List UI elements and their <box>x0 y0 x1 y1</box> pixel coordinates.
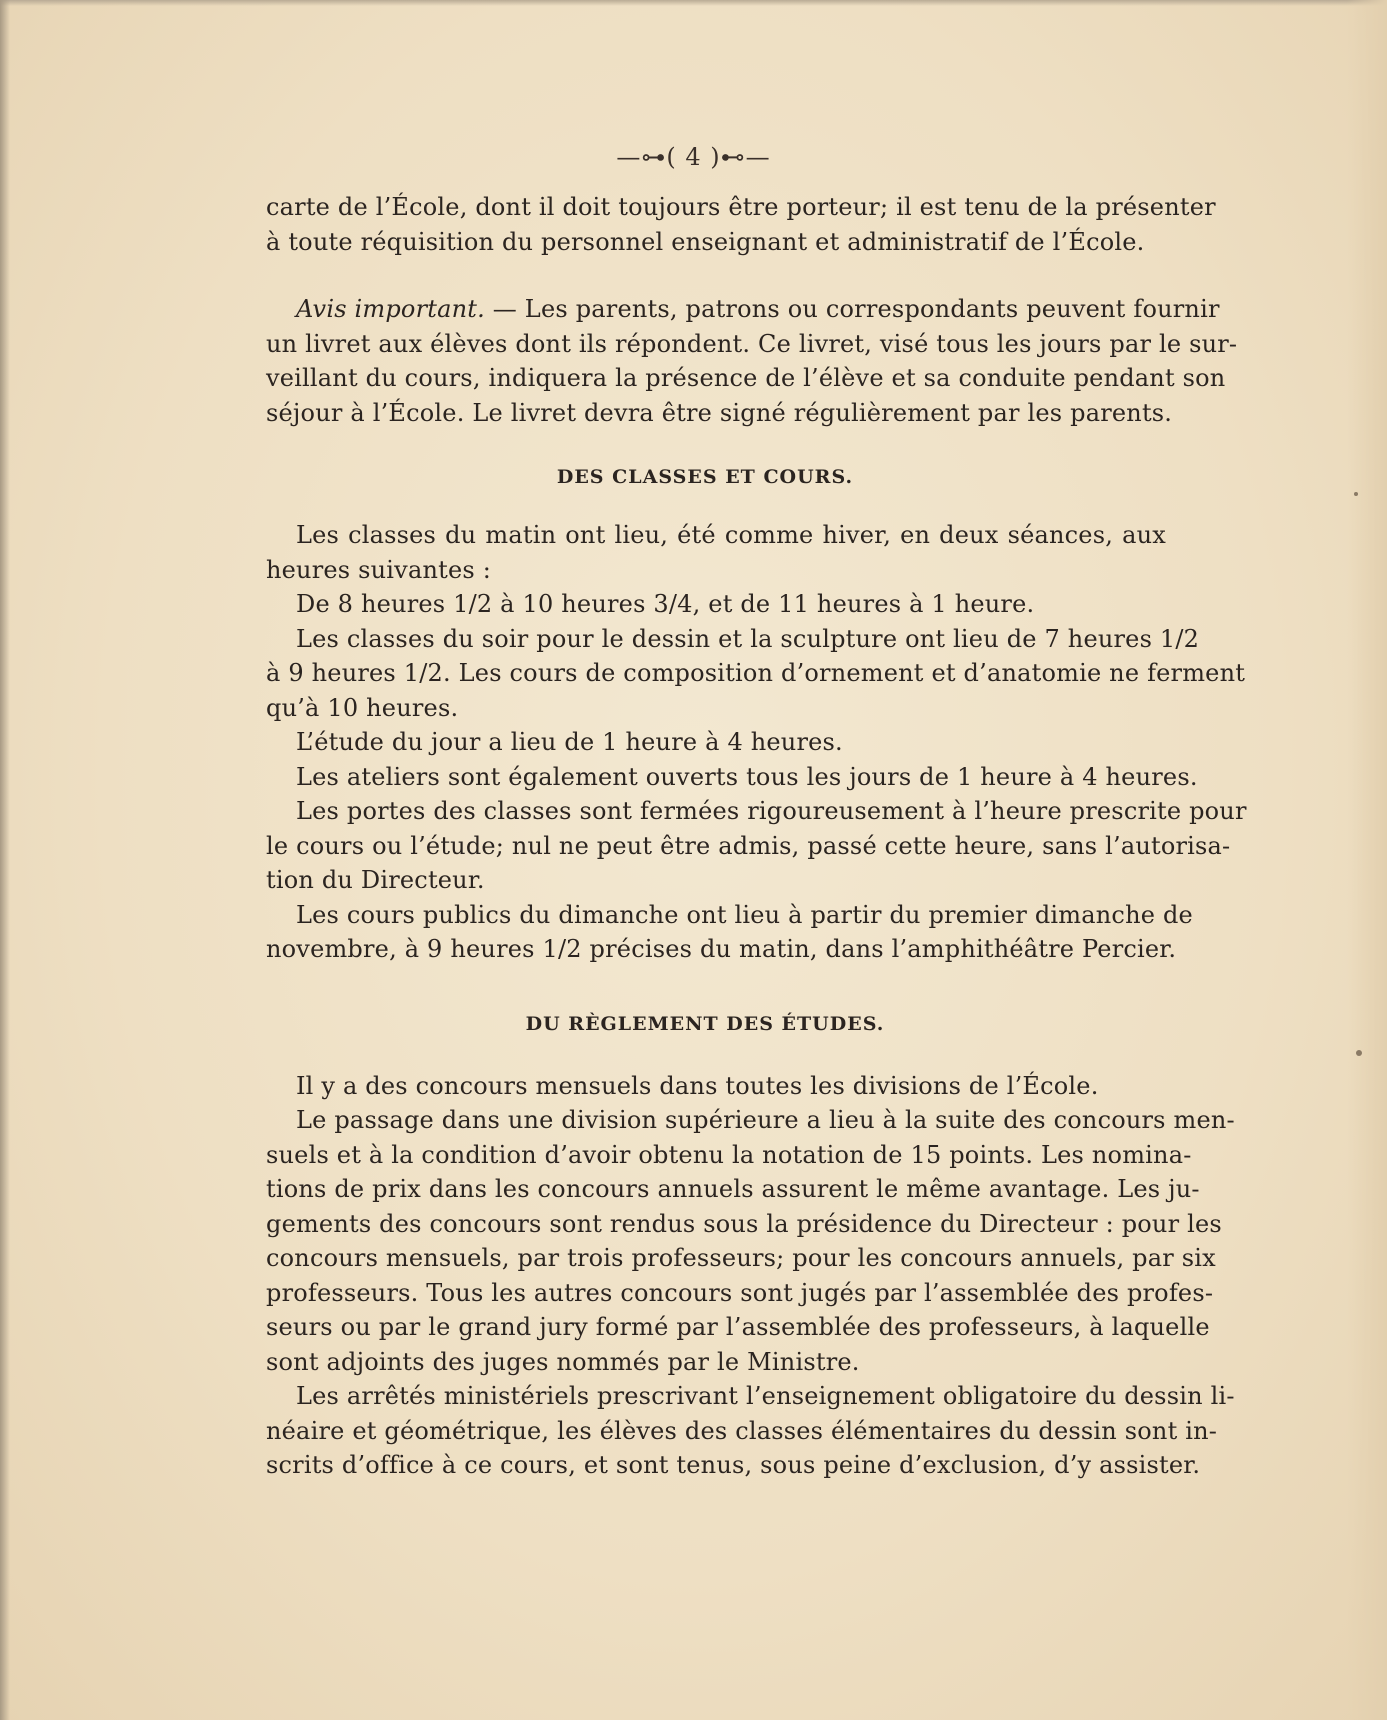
text-line: gements des concours sont rendus sous la présidence du Directeur : pour les <box>266 1209 1222 1238</box>
text-line: Le passage dans une division supérieure a lieu à la suite des concours men- <box>296 1106 1235 1134</box>
text-line: un livret aux élèves dont ils répondent. Ce livret, visé tous les jours par le sur- <box>266 329 1238 358</box>
body-text <box>266 190 1247 1483</box>
text-line: Les classes du matin ont lieu, été comme hiver, en deux séances, aux <box>296 521 1166 549</box>
text-line: qu’à 10 heures. <box>266 693 459 722</box>
text-line: Les portes des classes sont fermées rigoureusement à l’heure prescrite pour <box>296 797 1247 825</box>
text-line: L’étude du jour a lieu de 1 heure à 4 heures. <box>296 728 843 756</box>
text-line: tions de prix dans les concours annuels assurent le même avantage. Les ju- <box>266 1175 1200 1203</box>
page-edge-left <box>0 0 10 1720</box>
text-line: scrits d’office à ce cours, et sont tenus, sous peine d’exclusion, d’y assister. <box>266 1451 1201 1479</box>
text-line: à 9 heures 1/2. Les cours de composition d’ornement et d’anatomie ne ferment <box>266 659 1246 687</box>
section-heading-classes: DES CLASSES ET COURS. <box>556 466 854 488</box>
text-line: Les arrêtés ministériels prescrivant l’enseignement obligatoire du dessin li- <box>296 1382 1235 1410</box>
text-line: suels et à la condition d’avoir obtenu la notation de 15 points. Les nomina- <box>266 1140 1192 1169</box>
section-reglement-body <box>266 1069 1235 1483</box>
text-line: Il y a des concours mensuels dans toutes les divisions de l’École. <box>296 1071 1099 1100</box>
page-edge-right <box>1347 0 1387 1720</box>
text-line: veillant du cours, indiquera la présence de l’élève et sa conduite pendant son <box>266 364 1226 392</box>
text-line: concours mensuels, par trois professeurs; pour les concours annuels, par six <box>266 1244 1216 1272</box>
text-line: Les ateliers sont également ouverts tous les jours de 1 heure à 4 heures. <box>296 762 1198 791</box>
text-span: — Les parents, patrons ou correspondants peuvent fournir <box>484 295 1220 323</box>
avis-label: Avis important. <box>296 295 485 323</box>
section-heading-reglement: DU RÈGLEMENT DES ÉTUDES. <box>525 1012 885 1035</box>
text-line: néaire et géométrique, les élèves des classes élémentaires du dessin sont in- <box>266 1416 1218 1445</box>
text-line: professeurs. Tous les autres concours sont jugés par l’assemblée des profes- <box>266 1278 1214 1307</box>
text-line: Les classes du soir pour le dessin et la sculpture ont lieu de 7 heures 1/2 <box>296 624 1200 653</box>
text-line: à toute réquisition du personnel enseignant et administratif de l’École. <box>266 227 1145 256</box>
text-line: De 8 heures 1/2 à 10 heures 3/4, et de 11 heures à 1 heure. <box>296 590 1035 618</box>
text-line: Les cours publics du dimanche ont lieu à partir du premier dimanche de <box>296 900 1193 929</box>
text-line: seurs ou par le grand jury formé par l’assemblée des professeurs, à laquelle <box>266 1313 1210 1341</box>
text-line: sont adjoints des juges nommés par le Ministre. <box>266 1347 860 1376</box>
text-line: novembre, à 9 heures 1/2 précises du matin, dans l’amphithéâtre Percier. <box>266 935 1177 963</box>
paper-speck <box>1354 492 1358 496</box>
running-head: —⊶( 4 )⊷— <box>616 143 771 171</box>
text-line: séjour à l’École. Le livret devra être signé régulièrement par les parents. <box>266 398 1173 427</box>
text-line: heures suivantes : <box>266 555 491 584</box>
text-line: tion du Directeur. <box>266 866 485 894</box>
paper-speck <box>1356 1050 1362 1056</box>
text-line: le cours ou l’étude; nul ne peut être admis, passé cette heure, sans l’autorisa- <box>266 831 1231 860</box>
text-line <box>266 292 1220 327</box>
paragraph-carte <box>266 190 1216 259</box>
text-line: carte de l’École, dont il doit toujours être porteur; il est tenu de la présenter <box>266 193 1216 221</box>
page-edge-top <box>0 0 1387 6</box>
section-classes-body <box>266 518 1247 967</box>
paragraph-avis <box>266 292 1238 430</box>
